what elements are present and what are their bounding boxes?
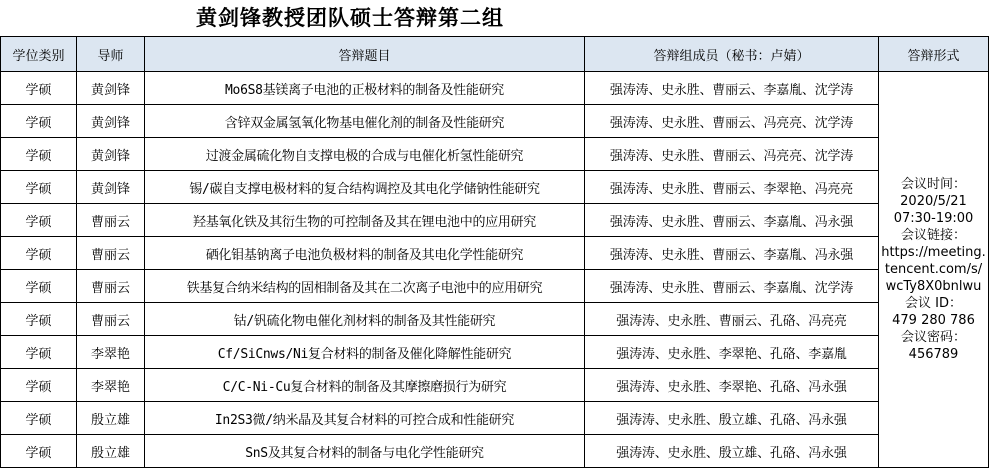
advisor-cell: 李翠艳 bbox=[77, 369, 145, 402]
advisor-cell: 黄剑锋 bbox=[77, 72, 145, 105]
table-row bbox=[1, 402, 989, 435]
members-cell: 强涛涛、史永胜、曹丽云、李翠艳、冯亮亮 bbox=[585, 171, 879, 204]
meeting-password-label: 会议密码： bbox=[900, 330, 966, 345]
document-title: 黄剑锋教授团队硕士答辩第二组 bbox=[196, 6, 504, 30]
members-cell: 强涛涛、史永胜、曹丽云、李嘉胤、沈学涛 bbox=[585, 270, 879, 303]
meeting-link[interactable]: https://meeting.tencent.com/s/wcTy8X0bnlwu bbox=[881, 245, 986, 294]
members-cell: 强涛涛、史永胜、曹丽云、李嘉胤、沈学涛 bbox=[585, 72, 879, 105]
degree-cell: 学硕 bbox=[1, 237, 77, 270]
topic-cell: 钴/钒硫化物电催化剂材料的制备及其性能研究 bbox=[145, 303, 585, 336]
table-row bbox=[1, 72, 989, 105]
advisor-cell: 曹丽云 bbox=[77, 237, 145, 270]
degree-cell: 学硕 bbox=[1, 138, 77, 171]
table-row bbox=[1, 171, 989, 204]
degree-cell: 学硕 bbox=[1, 402, 77, 435]
members-cell: 强涛涛、史永胜、曹丽云、李嘉胤、冯永强 bbox=[585, 204, 879, 237]
table-row bbox=[1, 105, 989, 138]
degree-cell: 学硕 bbox=[1, 270, 77, 303]
degree-cell: 学硕 bbox=[1, 435, 77, 468]
meeting-date: 2020/5/21 bbox=[900, 194, 967, 209]
topic-cell: 硒化钼基钠离子电池负极材料的制备及其电化学性能研究 bbox=[145, 237, 585, 270]
members-cell: 强涛涛、史永胜、曹丽云、孔硌、冯亮亮 bbox=[585, 303, 879, 336]
degree-cell: 学硕 bbox=[1, 72, 77, 105]
advisor-cell: 殷立雄 bbox=[77, 435, 145, 468]
meeting-id: 479 280 786 bbox=[892, 313, 975, 328]
topic-cell: 锡/碳自支撑电极材料的复合结构调控及其电化学储钠性能研究 bbox=[145, 171, 585, 204]
meeting-link-label: 会议链接： bbox=[900, 228, 966, 243]
header-topic: 答辩题目 bbox=[145, 37, 585, 72]
topic-cell: 羟基氧化铁及其衍生物的可控制备及其在锂电池中的应用研究 bbox=[145, 204, 585, 237]
header-degree: 学位类别 bbox=[1, 37, 77, 72]
topic-cell: In2S3微/纳米晶及其复合材料的可控合成和性能研究 bbox=[145, 402, 585, 435]
table-row bbox=[1, 237, 989, 270]
defense-schedule-table bbox=[0, 36, 989, 468]
advisor-cell: 黄剑锋 bbox=[77, 171, 145, 204]
meeting-time: 07:30-19:00 bbox=[893, 211, 974, 226]
members-cell: 强涛涛、史永胜、曹丽云、李嘉胤、冯永强 bbox=[585, 237, 879, 270]
members-cell: 强涛涛、史永胜、曹丽云、冯亮亮、沈学涛 bbox=[585, 105, 879, 138]
table-row bbox=[1, 204, 989, 237]
meeting-password: 456789 bbox=[908, 347, 959, 362]
advisor-cell: 黄剑锋 bbox=[77, 138, 145, 171]
header-advisor: 导师 bbox=[77, 37, 145, 72]
degree-cell: 学硕 bbox=[1, 369, 77, 402]
members-cell: 强涛涛、史永胜、殷立雄、孔硌、冯永强 bbox=[585, 435, 879, 468]
topic-cell: 含锌双金属氢氧化物基电催化剂的制备及性能研究 bbox=[145, 105, 585, 138]
members-cell: 强涛涛、史永胜、曹丽云、冯亮亮、沈学涛 bbox=[585, 138, 879, 171]
degree-cell: 学硕 bbox=[1, 105, 77, 138]
advisor-cell: 曹丽云 bbox=[77, 303, 145, 336]
defense-format-cell bbox=[879, 72, 989, 468]
advisor-cell: 曹丽云 bbox=[77, 270, 145, 303]
advisor-cell: 李翠艳 bbox=[77, 336, 145, 369]
table-header-row bbox=[1, 37, 989, 72]
degree-cell: 学硕 bbox=[1, 336, 77, 369]
topic-cell: 铁基复合纳米结构的固相制备及其在二次离子电池中的应用研究 bbox=[145, 270, 585, 303]
table-row bbox=[1, 336, 989, 369]
advisor-cell: 黄剑锋 bbox=[77, 105, 145, 138]
members-cell: 强涛涛、史永胜、殷立雄、孔硌、冯永强 bbox=[585, 402, 879, 435]
table-row bbox=[1, 270, 989, 303]
topic-cell: SnS及其复合材料的制备与电化学性能研究 bbox=[145, 435, 585, 468]
meeting-time-label: 会议时间： bbox=[900, 177, 966, 192]
table-row bbox=[1, 138, 989, 171]
topic-cell: C/C-Ni-Cu复合材料的制备及其摩擦磨损行为研究 bbox=[145, 369, 585, 402]
advisor-cell: 曹丽云 bbox=[77, 204, 145, 237]
header-format: 答辩形式 bbox=[879, 37, 989, 72]
topic-cell: 过渡金属硫化物自支撑电极的合成与电催化析氢性能研究 bbox=[145, 138, 585, 171]
advisor-cell: 殷立雄 bbox=[77, 402, 145, 435]
degree-cell: 学硕 bbox=[1, 171, 77, 204]
members-cell: 强涛涛、史永胜、李翠艳、孔硌、冯永强 bbox=[585, 369, 879, 402]
degree-cell: 学硕 bbox=[1, 303, 77, 336]
table-row bbox=[1, 369, 989, 402]
header-members: 答辩组成员（秘书：卢婧） bbox=[585, 37, 879, 72]
degree-cell: 学硕 bbox=[1, 204, 77, 237]
table-row bbox=[1, 435, 989, 468]
meeting-id-label: 会议 ID： bbox=[905, 296, 962, 311]
topic-cell: Cf/SiCnws/Ni复合材料的制备及催化降解性能研究 bbox=[145, 336, 585, 369]
topic-cell: Mo6S8基镁离子电池的正极材料的制备及性能研究 bbox=[145, 72, 585, 105]
members-cell: 强涛涛、史永胜、李翠艳、孔硌、李嘉胤 bbox=[585, 336, 879, 369]
table-row bbox=[1, 303, 989, 336]
